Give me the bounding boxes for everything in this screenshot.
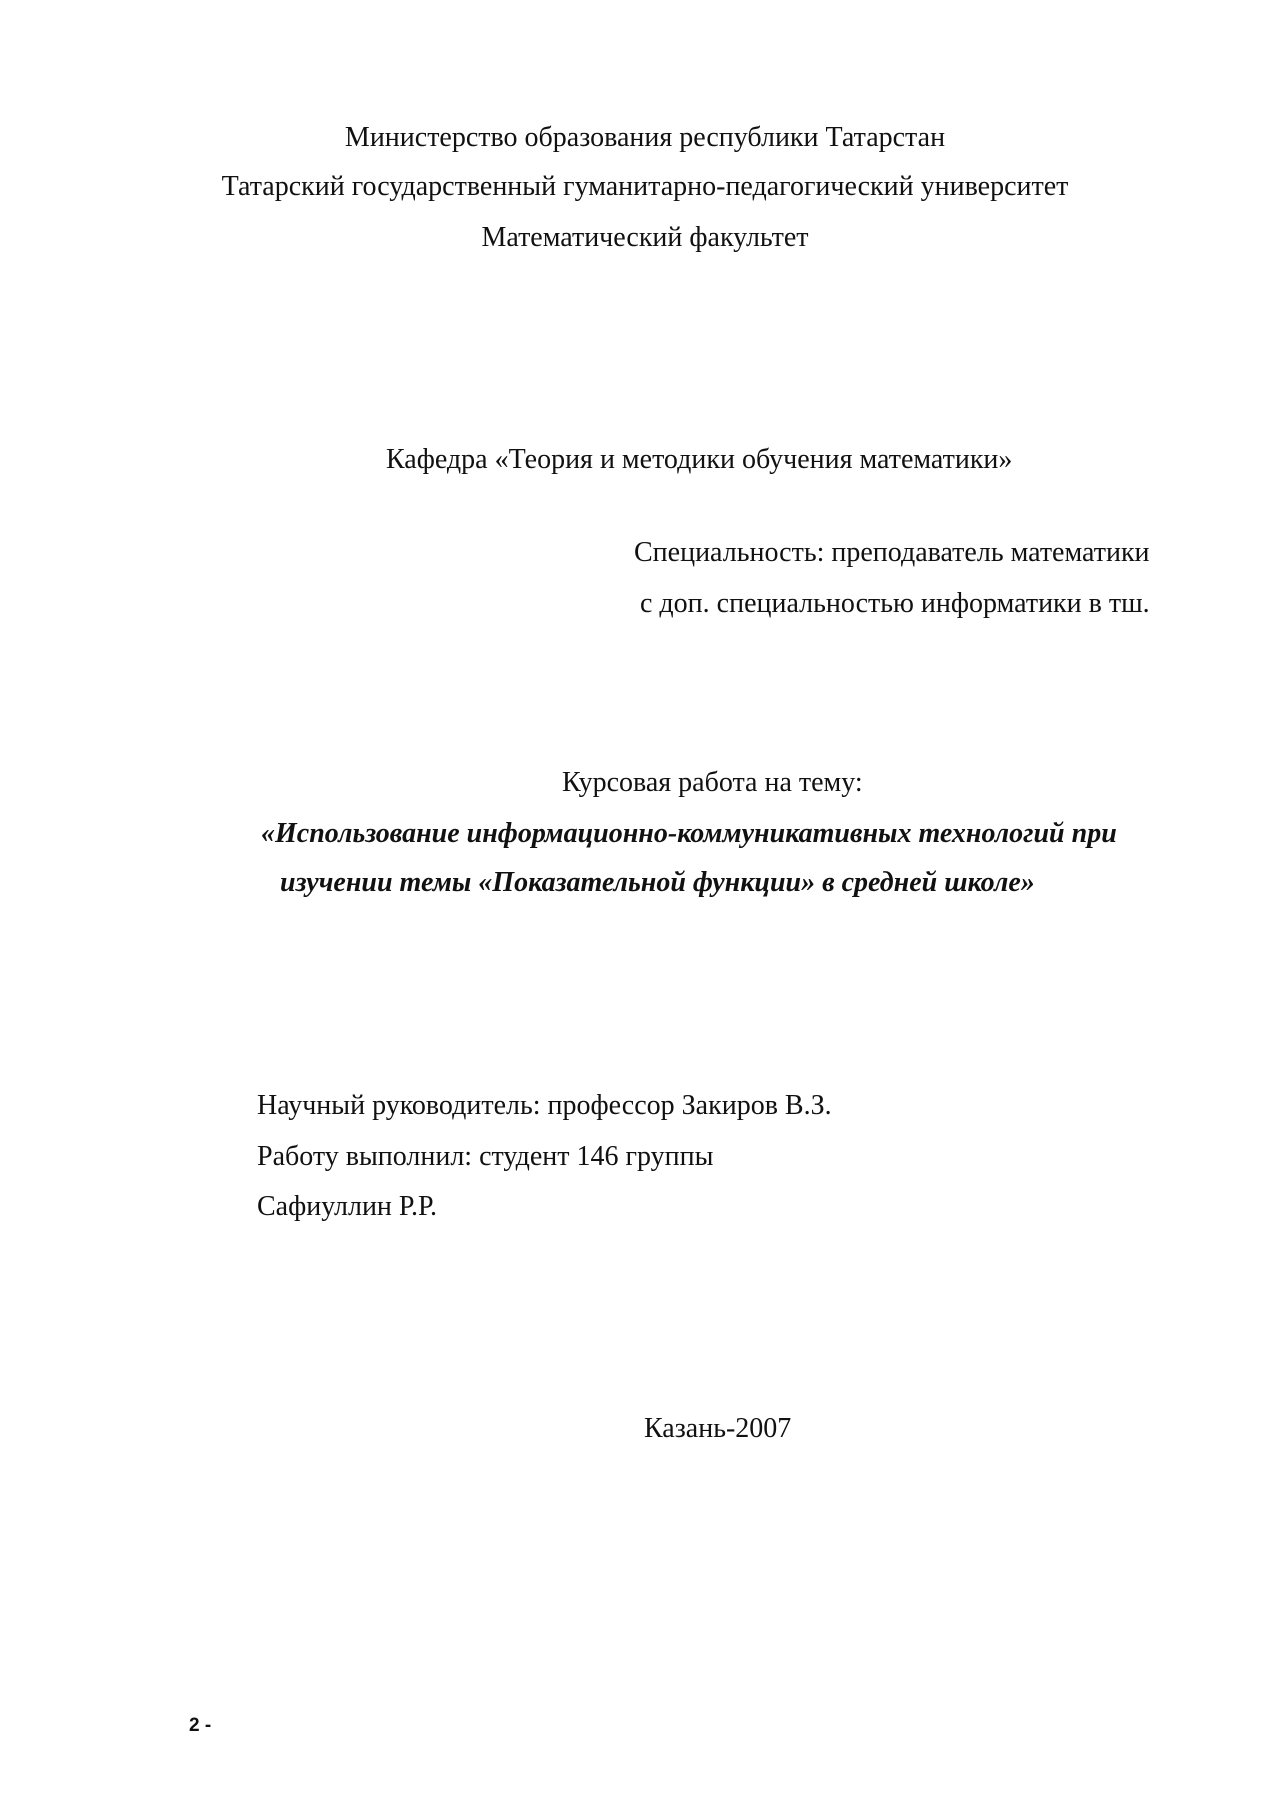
city-year: Казань-2007 — [644, 1413, 792, 1444]
coursework-title-line-2: изучении темы «Показательной функции» в средней школе» — [280, 867, 1035, 898]
page-number: 2 - — [189, 1715, 212, 1736]
specialty-line-1: Специальность: преподаватель математики — [634, 537, 1150, 568]
faculty-heading: Математический факультет — [481, 222, 809, 253]
department-line: Кафедра «Теория и методики обучения математики» — [386, 444, 1013, 475]
ministry-heading: Министерство образования республики Татарстан — [344, 122, 946, 153]
supervisor-line: Научный руководитель: профессор Закиров В.З. — [257, 1090, 832, 1121]
student-name: Сафиуллин Р.Р. — [257, 1191, 438, 1222]
specialty-line-2: с доп. специальностью информатики в тш. — [640, 588, 1150, 619]
coursework-title-line-1: «Использование информационно-коммуникативных технологий при — [261, 818, 1117, 849]
coursework-intro: Курсовая работа на тему: — [562, 767, 863, 798]
performed-by-line: Работу выполнил: студент 146 группы — [257, 1141, 714, 1172]
university-heading: Татарский государственный гуманитарно-педагогический университет — [221, 171, 1069, 202]
